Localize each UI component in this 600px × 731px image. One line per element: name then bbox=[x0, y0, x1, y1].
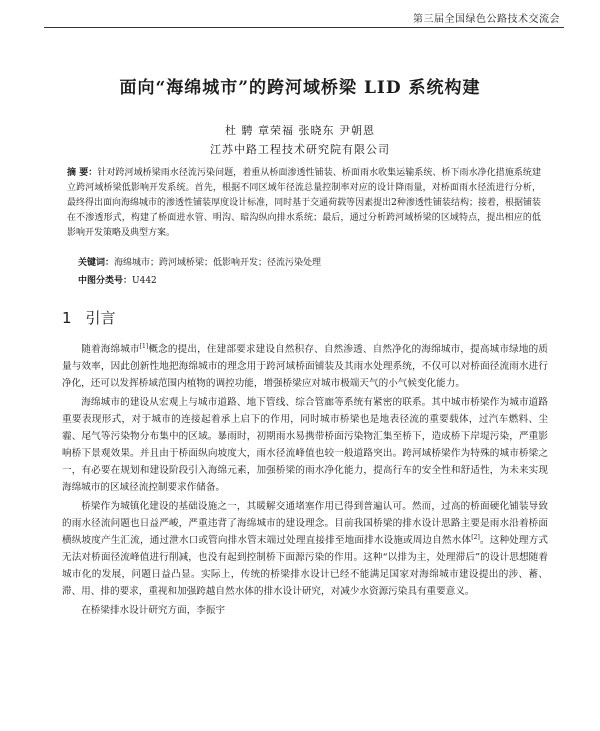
header-rule bbox=[44, 27, 564, 28]
keywords-label: 关键词： bbox=[78, 258, 115, 268]
paragraph: 桥梁作为城镇化建设的基础设施之一，其暖解交通堵塞作用已得到普遍认可。然而，过高的桥面硬化铺装导致的雨水径流问题也日益严峻，严重违背了海绵城市的建设理念。目前我国桥梁的排水设计思路主要是雨水沿着桥面横纵坡度产生汇流，通过泄水口或管向排水管末端过处理直接排至地面排水设施或周边自然水体[2]。这种处理方式无法对桥面径流峰值进行削减，也没有起到控制桥下面源污染的作用。这种“以排为主，处理滞后”的设计思想随着城市化的发展，问题日益凸显。实际上，传统的桥梁排水设计已经不能满足国家对海绵城市建设提出的涉、蓄、滞、用、排的要求，重视和加强跨越自然水体的排水设计研究，对减少水资源污染具有重要意义。 bbox=[62, 501, 549, 597]
running-header bbox=[0, 0, 600, 30]
section-number: 1 bbox=[62, 309, 72, 327]
conference-name: 第三届全国绿色公路技术交流会 bbox=[413, 14, 560, 25]
classification-number bbox=[78, 274, 538, 289]
section-title: 引言 bbox=[85, 309, 116, 327]
affiliation: 江苏中路工程技术研究院有限公司 bbox=[210, 143, 390, 156]
clc-value: U442 bbox=[132, 276, 157, 286]
author-list: 杜 騁 章荣福 张晓东 尹朝恩 bbox=[225, 124, 375, 137]
keywords-text: 海绵城市；跨河域桥梁；低影响开发；径流污染处理 bbox=[114, 258, 322, 268]
abstract-text: 针对跨河域桥梁雨水径流污染问题，着重从桥面渗透性铺装、桥面雨水收集运输系统、桥下雨水净化措施系统建立跨河域桥梁低影响开发系统。首先，根据不同区域年径流总量控制率对应的设计降雨量，对桥面雨水径流进行分析，最终得出面向海绵城市的渗透性铺装厚度设计标准，同时基于交通荷载等因素提出2种渗透性铺装结构；接着，根据铺装在不渗透形式，构建了桥面进水管、明沟、暗沟纵向排水系统；最后，通过分析跨河域桥梁的区域特点，提出相应的低影响开发策略及典型方案。 bbox=[67, 168, 541, 238]
abstract bbox=[67, 166, 541, 241]
citation: [2] bbox=[471, 533, 480, 541]
paragraph: 海绵城市的建设从宏观上与城市道路、地下管线、综合管廊等系统有紧密的联系。其中城市桥梁作为城市道路重要表现形式，对于城市的连接起着承上启下的作用，同时城市桥梁也是地表径流的重要载体，过汽车燃料、尘霾、尾气等污染物分布集中的区域。暴雨时，初期雨水易携带桥面污染物汇集至桥下，造成桥下岸堤污染，严重影响桥下景观效果。并且由于桥面纵向坡度大，雨水径流峰值也较一般道路突出。跨河域桥梁作为特殊的城市桥梁之一，有必要在规划和建设阶段引入海绵元素，加强桥梁的雨水净化能力，提高行车的安全性和舒适性，为未来实现海绵城市的区域径流控制要求作储备。 bbox=[62, 397, 548, 493]
paragraph: 随着海绵城市[1]概念的提出，住建部要求建设自然积存、自然渗透、自然净化的海绵城市，提高城市绿地的质量与效率，因此创新性地把海绵城市的理念用于跨河域桥面铺装及其雨水处理系统，不仅可以对桥面径流雨水进行净化，还可以发挥桥域范围内植物的调控功能，增强桥梁应对城市极端天气的小气候变化能力。 bbox=[62, 342, 549, 389]
paper-title: 面向“海绵城市”的跨河域桥梁 LID 系统构建 bbox=[119, 78, 481, 98]
abstract-label: 摘 要： bbox=[67, 168, 98, 178]
paragraph: 在桥梁排水设计研究方面，李振宇 bbox=[81, 605, 226, 616]
section-heading bbox=[62, 307, 116, 328]
clc-label: 中图分类号： bbox=[78, 276, 133, 286]
citation: [1] bbox=[139, 342, 149, 350]
body-text bbox=[62, 341, 548, 621]
keywords bbox=[78, 256, 538, 271]
